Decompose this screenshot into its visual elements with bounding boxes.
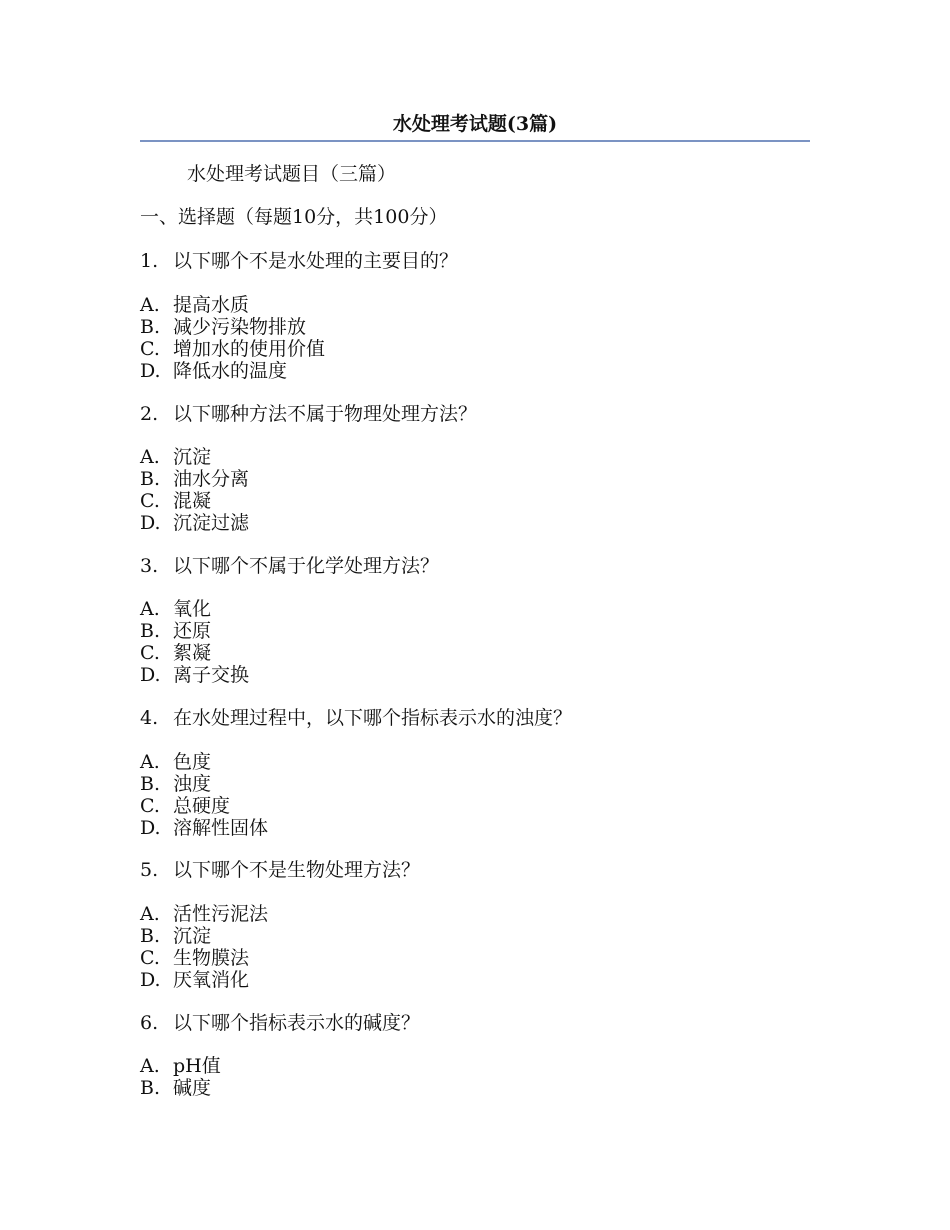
question-number: 2. <box>140 403 159 425</box>
option-letter: B. <box>140 925 161 947</box>
section-heading: 一、选择题（每题10分，共100分） <box>140 206 448 228</box>
option-3d <box>140 664 249 686</box>
question-2 <box>140 403 477 425</box>
option-5a <box>140 903 268 925</box>
question-text: 在水处理过程中，以下哪个指标表示水的浊度？ <box>173 707 573 729</box>
option-letter: C. <box>140 795 160 817</box>
option-text: pH值 <box>173 1055 221 1077</box>
option-4b <box>140 773 211 795</box>
option-text: 碱度 <box>173 1077 212 1099</box>
option-letter: A. <box>140 1055 160 1077</box>
option-5d <box>140 969 249 991</box>
option-2a <box>140 446 211 468</box>
question-text: 以下哪种方法不属于物理处理方法？ <box>173 403 478 425</box>
question-number: 5. <box>140 859 159 881</box>
option-text: 混凝 <box>173 490 212 512</box>
option-letter: B. <box>140 773 161 795</box>
option-3c <box>140 642 211 664</box>
option-text: 总硬度 <box>173 795 231 817</box>
option-5b <box>140 925 211 947</box>
option-text: 厌氧消化 <box>173 969 250 991</box>
option-2c <box>140 490 211 512</box>
option-3a <box>140 598 211 620</box>
option-4d <box>140 817 268 839</box>
option-letter: A. <box>140 903 160 925</box>
option-letter: D. <box>140 817 161 839</box>
option-6a <box>140 1055 221 1077</box>
question-number: 3. <box>140 555 159 577</box>
option-letter: A. <box>140 751 160 773</box>
option-text: 增加水的使用价值 <box>173 338 326 360</box>
option-text: 沉淀过滤 <box>173 512 250 534</box>
option-letter: A. <box>140 294 160 316</box>
option-text: 油水分离 <box>173 468 250 490</box>
option-4a <box>140 751 211 773</box>
option-text: 减少污染物排放 <box>173 316 307 338</box>
option-5c <box>140 947 249 969</box>
option-text: 提高水质 <box>173 294 250 316</box>
option-text: 降低水的温度 <box>173 360 288 382</box>
option-text: 絮凝 <box>173 642 212 664</box>
option-letter: C. <box>140 642 160 664</box>
option-letter: D. <box>140 512 161 534</box>
question-text: 以下哪个不是生物处理方法？ <box>173 859 421 881</box>
question-text: 以下哪个不属于化学处理方法？ <box>173 555 440 577</box>
option-1c <box>140 338 325 360</box>
question-number: 1. <box>140 250 159 272</box>
question-6 <box>140 1012 420 1034</box>
option-text: 浊度 <box>173 773 212 795</box>
option-text: 氧化 <box>173 598 212 620</box>
question-1 <box>140 250 458 272</box>
option-letter: C. <box>140 490 160 512</box>
question-4 <box>140 707 572 729</box>
question-number: 4. <box>140 707 159 729</box>
option-letter: B. <box>140 316 161 338</box>
option-letter: D. <box>140 969 161 991</box>
option-letter: B. <box>140 1077 161 1099</box>
option-text: 生物膜法 <box>173 947 250 969</box>
option-text: 沉淀 <box>173 446 212 468</box>
option-2b <box>140 468 249 490</box>
option-letter: B. <box>140 468 161 490</box>
option-text: 活性污泥法 <box>173 903 269 925</box>
option-letter: C. <box>140 338 160 360</box>
option-3b <box>140 620 211 642</box>
question-number: 6. <box>140 1012 159 1034</box>
option-1b <box>140 316 306 338</box>
option-letter: A. <box>140 598 160 620</box>
option-1a <box>140 294 249 316</box>
option-letter: B. <box>140 620 161 642</box>
question-5 <box>140 859 420 881</box>
option-text: 溶解性固体 <box>173 817 269 839</box>
option-2d <box>140 512 249 534</box>
option-letter: A. <box>140 446 160 468</box>
option-4c <box>140 795 230 817</box>
question-text: 以下哪个指标表示水的碱度？ <box>173 1012 421 1034</box>
option-text: 沉淀 <box>173 925 212 947</box>
option-1d <box>140 360 287 382</box>
option-letter: D. <box>140 664 161 686</box>
question-3 <box>140 555 439 577</box>
option-text: 离子交换 <box>173 664 250 686</box>
option-6b <box>140 1077 211 1099</box>
option-text: 色度 <box>173 751 212 773</box>
document-title: 水处理考试题(3篇) <box>392 113 558 135</box>
option-letter: C. <box>140 947 160 969</box>
option-text: 还原 <box>173 620 212 642</box>
option-letter: D. <box>140 360 161 382</box>
document-subtitle: 水处理考试题目（三篇） <box>187 163 397 185</box>
title-divider <box>140 140 810 142</box>
question-text: 以下哪个不是水处理的主要目的？ <box>173 250 459 272</box>
